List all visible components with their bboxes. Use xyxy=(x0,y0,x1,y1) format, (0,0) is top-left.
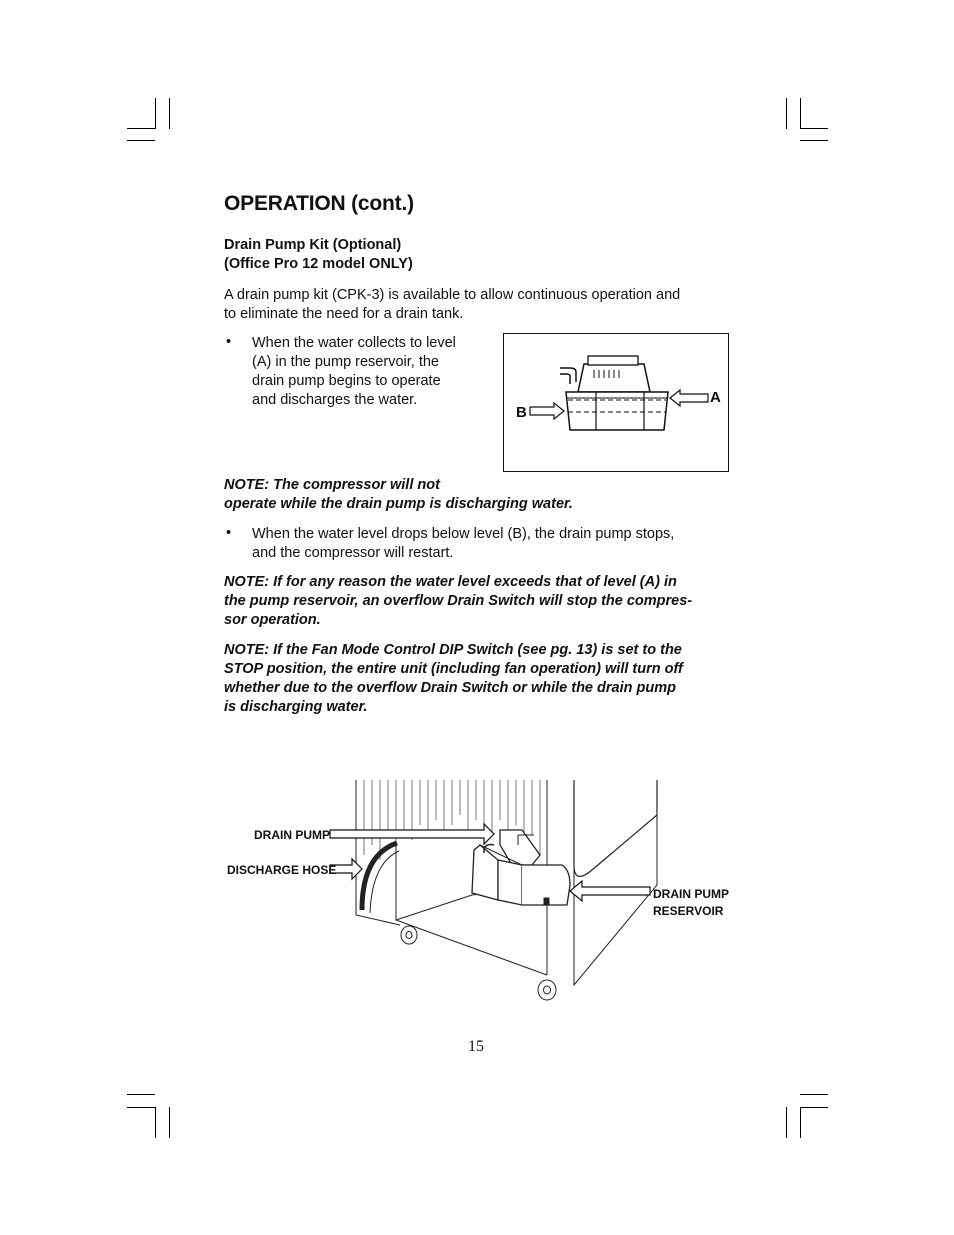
note-fan-mode-line: is discharging water. xyxy=(224,699,368,715)
note-overflow-line: sor operation. xyxy=(224,612,321,628)
reservoir-label-line2: RESERVOIR xyxy=(653,904,724,918)
section-subtitle-line1: Drain Pump Kit (Optional) xyxy=(224,237,402,253)
note-overflow-line: NOTE: If for any reason the water level exceeds that of level (A) in xyxy=(224,574,677,590)
bullet-marker: • xyxy=(226,525,232,541)
note-compressor-line2: operate while the drain pump is discharging water. xyxy=(224,496,573,512)
note-fan-mode xyxy=(224,641,734,717)
dehumidifier-pump-figure xyxy=(222,775,732,1010)
note-fan-mode-line: NOTE: If the Fan Mode Control DIP Switch (see pg. 13) is set to the xyxy=(224,642,682,658)
intro-line1: A drain pump kit (CPK-3) is available to allow continuous operation and xyxy=(224,287,681,303)
section-subtitle-line2: (Office Pro 12 model ONLY) xyxy=(224,256,413,272)
pump-reservoir-figure xyxy=(503,333,729,472)
level-b-label: B xyxy=(516,404,527,421)
bullet-marker: • xyxy=(226,334,232,350)
bullet-1-line: (A) in the pump reservoir, the xyxy=(252,354,439,370)
bullet-2 xyxy=(252,525,742,563)
intro-line2: to eliminate the need for a drain tank. xyxy=(224,306,464,322)
reservoir-label-line1: DRAIN PUMP xyxy=(653,887,730,901)
note-fan-mode-line: STOP position, the entire unit (including fan operation) will turn off xyxy=(224,661,683,677)
bullet-2-line: and the compressor will restart. xyxy=(252,545,454,561)
note-fan-mode-line: whether due to the overflow Drain Switch or while the drain pump xyxy=(224,680,676,696)
bullet-1-line: When the water collects to level xyxy=(252,335,456,351)
pump-reservoir-diagram xyxy=(504,334,728,471)
note-overflow xyxy=(224,573,734,630)
page-number: 15 xyxy=(468,1038,484,1055)
drain-pump-label: DRAIN PUMP xyxy=(254,828,331,842)
bullet-1-line: drain pump begins to operate xyxy=(252,373,441,389)
page-title: OPERATION (cont.) xyxy=(224,192,414,215)
level-a-label: A xyxy=(710,389,721,406)
note-compressor-line1: NOTE: The compressor will not xyxy=(224,477,440,493)
bullet-2-line: When the water level drops below level (B), the drain pump stops, xyxy=(252,526,675,542)
note-overflow-line: the pump reservoir, an overflow Drain Switch will stop the compres- xyxy=(224,593,693,609)
bullet-1 xyxy=(252,334,492,410)
bullet-1-line: and discharges the water. xyxy=(252,392,418,408)
discharge-hose-label: DISCHARGE HOSE xyxy=(227,863,337,877)
